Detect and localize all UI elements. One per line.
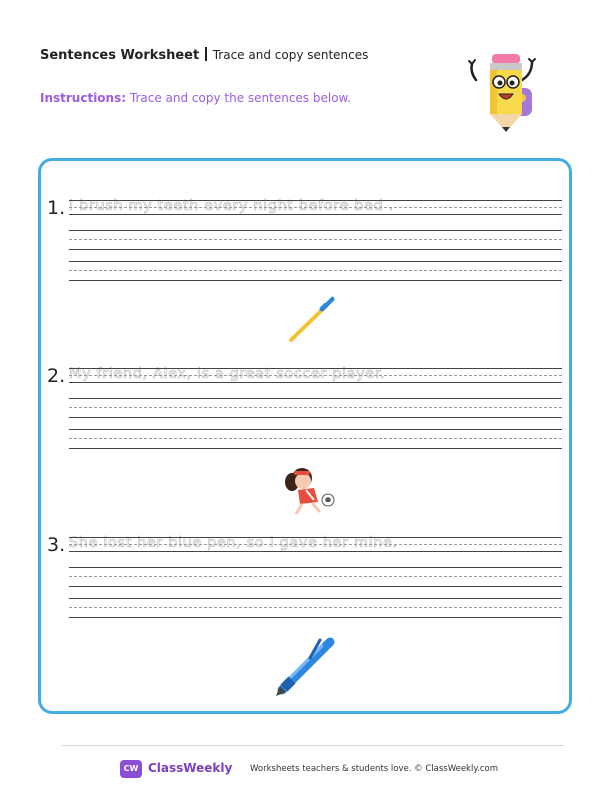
footer-tagline: Worksheets teachers & students love. © ClassWeekly.com bbox=[250, 764, 499, 774]
worksheet-title: Sentences Worksheet bbox=[40, 48, 200, 63]
classweekly-logo-icon: CW bbox=[120, 760, 142, 778]
trace-sentence: I brush my teeth every night before bed . bbox=[69, 198, 394, 214]
instructions-text: Trace and copy the sentences below. bbox=[129, 91, 352, 105]
instructions-label: Instructions: bbox=[40, 91, 127, 105]
toothbrush-icon bbox=[288, 296, 336, 344]
trace-sentence: She lost her blue pen, so I gave her mine. bbox=[69, 535, 398, 551]
sentence-number: 3. bbox=[47, 534, 66, 556]
trace-sentence: My friend, Alex, is a great soccer player. bbox=[69, 366, 386, 382]
footer-brand: ClassWeekly bbox=[148, 761, 233, 775]
worksheet-subtitle: Trace and copy sentences bbox=[212, 48, 369, 62]
pencil-mascot-icon bbox=[466, 50, 546, 138]
sentence-number: 2. bbox=[47, 365, 66, 387]
girl-soccer-player-icon bbox=[280, 464, 340, 518]
sentence-number: 1. bbox=[47, 197, 66, 219]
worksheet-header bbox=[40, 47, 368, 63]
instructions bbox=[40, 91, 351, 105]
blue-pen-icon bbox=[272, 632, 340, 700]
footer-divider bbox=[62, 745, 564, 746]
title-separator bbox=[205, 47, 207, 61]
